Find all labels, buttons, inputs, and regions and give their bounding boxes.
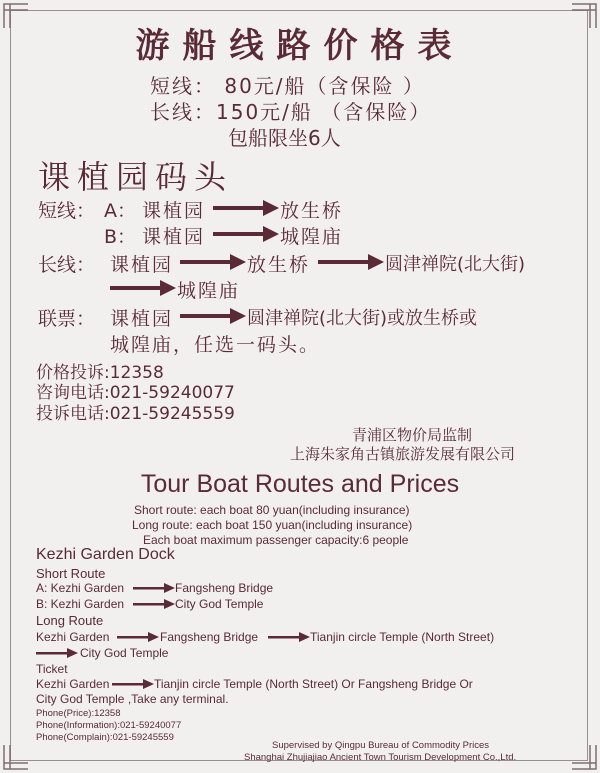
en-route-a-to: Fangsheng Bridge	[175, 581, 274, 595]
route-arrow-icon	[133, 598, 175, 610]
zh-price-complaint: 价格投诉:12358	[36, 363, 164, 383]
en-phone-info: Phone(Information):021-59240077	[36, 720, 182, 731]
route-arrow-icon	[213, 225, 279, 243]
route-arrow-icon	[112, 678, 154, 690]
route-arrow-icon	[318, 253, 384, 271]
zh-route-a-label: A：	[104, 200, 136, 222]
route-arrow-icon	[268, 631, 310, 643]
en-long-price: Long route: each boat 150 yuan(including insurance)	[132, 518, 413, 532]
zh-short-label: 短线：	[38, 200, 96, 222]
en-phone-price: Phone(Price):12358	[36, 708, 121, 719]
route-arrow-icon	[36, 647, 78, 659]
en-ticket-label: Ticket	[36, 662, 68, 676]
route-arrow-icon	[133, 582, 175, 594]
zh-short-price: 短线： 80元/船（含保险 ）	[150, 74, 425, 98]
route-arrow-icon	[117, 631, 159, 643]
zh-ticket-destinations: 圆津禅院(北大街)或放生桥或	[247, 308, 478, 329]
en-route-b-to: City God Temple	[175, 597, 264, 611]
zh-ticket-label: 联票：	[38, 308, 96, 330]
zh-company: 上海朱家角古镇旅游发展有限公司	[290, 445, 516, 463]
route-arrow-icon	[180, 253, 246, 271]
en-short-route-label: Short Route	[36, 566, 106, 581]
zh-long-stop-1: 课植园	[110, 254, 174, 276]
en-dock-title: Kezhi Garden Dock	[36, 546, 175, 563]
en-long-stop-1: Kezhi Garden	[36, 630, 110, 644]
zh-ticket-line2: 城隍庙，任选一码头。	[110, 334, 321, 356]
zh-long-label: 长线：	[38, 254, 96, 276]
en-phone-complain: Phone(Complain):021-59245559	[36, 732, 174, 743]
zh-long-price: 长线：150元/船 （含保险）	[150, 100, 432, 124]
zh-route-b-from: 课植园	[142, 226, 206, 248]
en-supervised-by: Supervised by Qingpu Bureau of Commodity Prices	[272, 740, 490, 751]
en-capacity: Each boat maximum passenger capacity:6 people	[143, 533, 409, 547]
en-route-b-from: B: Kezhi Garden	[36, 597, 125, 611]
en-title: Tour Boat Routes and Prices	[140, 470, 460, 498]
corner-ornament-bottom-left	[2, 743, 30, 771]
zh-route-b-label: B：	[104, 226, 137, 248]
zh-route-b-to: 城隍庙	[280, 226, 344, 248]
zh-ticket-from: 课植园	[110, 308, 174, 330]
zh-supervised-by: 青浦区物价局监制	[352, 426, 473, 444]
en-long-stop-3: Tianjin circle Temple (North Street)	[310, 630, 495, 644]
zh-long-stop-3: 圆津禅院(北大街)	[385, 254, 526, 275]
zh-info-phone: 咨询电话:021-59240077	[36, 383, 235, 403]
route-arrow-icon	[180, 307, 246, 325]
en-ticket-from: Kezhi Garden	[36, 677, 110, 691]
en-company: Shanghai Zhujiajiao Ancient Town Tourism Development Co.,Ltd.	[244, 752, 517, 763]
zh-title: 游船线路价格表	[135, 26, 465, 66]
zh-long-stop-2: 放生桥	[247, 254, 311, 276]
en-long-route-label: Long Route	[36, 613, 104, 628]
zh-long-stop-4: 城隍庙	[177, 280, 241, 302]
corner-ornament-bottom-right	[570, 743, 598, 771]
zh-route-a-to: 放生桥	[280, 200, 344, 222]
zh-dock-title: 课植园码头	[38, 158, 234, 196]
en-ticket-destinations: Tianjin circle Temple (North Street) Or Fangsheng Bridge Or	[154, 677, 473, 691]
zh-charter-limit: 包船限坐6人	[228, 126, 341, 150]
route-arrow-icon	[213, 199, 279, 217]
zh-route-a-from: 课植园	[142, 200, 206, 222]
en-long-stop-4: City God Temple	[80, 646, 169, 660]
route-arrow-icon	[110, 279, 176, 297]
zh-complaint-phone: 投诉电话:021-59245559	[36, 404, 235, 424]
en-long-stop-2: Fangsheng Bridge	[160, 630, 259, 644]
en-ticket-line2: City God Temple ,Take any terminal.	[36, 692, 229, 706]
en-route-a-from: A: Kezhi Garden	[36, 581, 125, 595]
en-short-price: Short route: each boat 80 yuan(including insurance)	[134, 503, 410, 517]
